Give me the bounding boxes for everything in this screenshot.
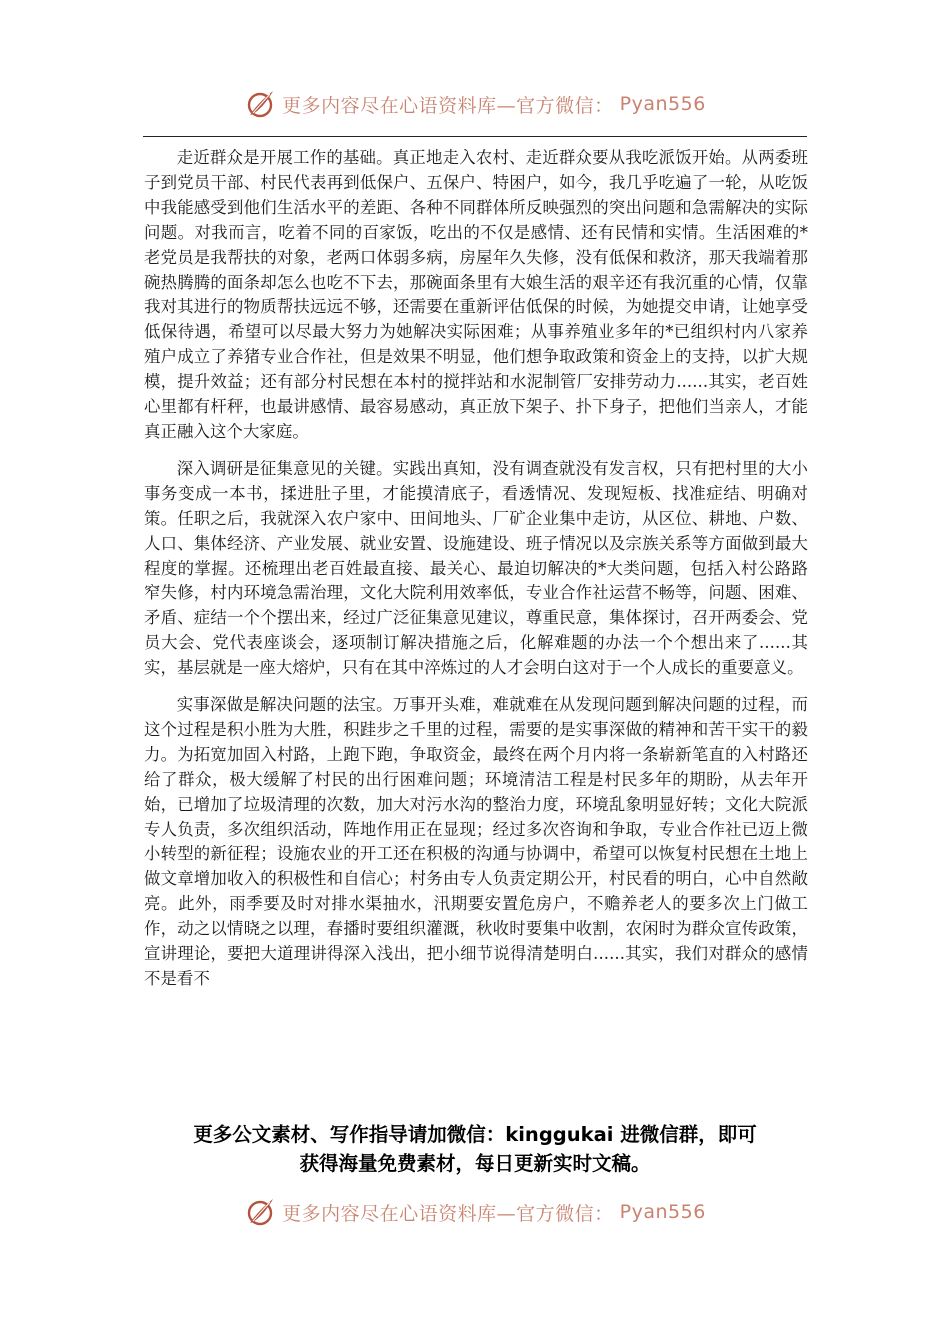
watermark-wechat-id: Pyan556 — [619, 1201, 706, 1223]
promo-banner — [150, 1120, 800, 1178]
paragraph: 实事深做是解决问题的法宝。万事开头难，难就难在从发现问题到解决问题的过程，而这个过程是积小胜为大胜，积跬步之千里的过程，需要的是实事深做的精神和苦干实干的毅力。为拓宽加固入村路，上跑下跑，争取资金，最终在两个月内将一条崭新笔直的入村路还给了群众，极大缓解了村民的出行困难问题；环境清洁工程是村民多年的期盼，从去年开始，已增加了垃圾清理的次数，加大对污水沟的整治力度，环境乱象明显好转；文化大院派专人负责，多次组织活动，阵地作用正在显现；经过多次咨询和争取，专业合作社已迈上微小转型的新征程；设施农业的开工还在积极的沟通与协调中，希望可以恢复村民想在土地上做文章增加收入的积极性和自信心；村务由专人负责定期公开，村民看的明白，心中自然敞亮。此外，雨季要及时对排水渠抽水，汛期要安置危房户，不赡养老人的要多次上门做工作，动之以情晓之以理，春播时要组织灌溉，秋收时要集中收割，农闲时为群众宣传政策，宣讲理论，要把大道理讲得深入浅出，把小细节说得清楚明白......其实，我们对群众的感情不是看不 — [144, 695, 808, 988]
paragraph: 深入调研是征集意见的关键。实践出真知，没有调查就没有发言权，只有把村里的大小事务变成一本书，揉进肚子里，才能摸清底子，看透情况、发现短板、找准症结、明确对策。任职之后，我就深入农户家中、田间地头、厂矿企业集中走访，从区位、耕地、户数、人口、集体经济、产业发展、就业安置、设施建设、班子情况以及宗族关系等方面做到最大程度的掌握。还梳理出老百姓最直接、最关心、最迫切解决的*大类问题，包括入村公路路窄失修，村内环境急需治理，文化大院利用效率低，专业合作社运营不畅等，问题、困难、矛盾、症结一个个摆出来，经过广泛征集意见建议，尊重民意，集体探讨，召开两委会、党员大会、党代表座谈会，逐项制订解决措施之后，化解难题的办法一个个想出来了......其实，基层就是一座大熔炉，只有在其中淬炼过的人才会明白这对于一个人成长的重要意义。 — [144, 458, 808, 678]
footer-watermark — [0, 1192, 950, 1232]
watermark-brand-text: 更多内容尽在心语资料库—官方微信： — [282, 94, 614, 117]
header-watermark — [0, 84, 950, 124]
feather-pen-icon — [244, 88, 276, 120]
document-body — [144, 146, 808, 988]
promo-line: 获得海量免费素材，每日更新实时文稿。 — [299, 1152, 651, 1175]
feather-pen-icon — [244, 1196, 276, 1228]
promo-line: 更多公文素材、写作指导请加微信：kinggukai 进微信群，即可 — [193, 1123, 757, 1146]
paragraph: 走近群众是开展工作的基础。真正地走入农村、走近群众要从我吃派饭开始。从两委班子到党员干部、村民代表再到低保户、五保户、特困户，如今，我几乎吃遍了一轮，从吃饭中我能感受到他们生活水平的差距、各种不同群体所反映强烈的突出问题和急需解决的实际问题。对我而言，吃着不同的百家饭，吃出的不仅是感情、还有民情和实情。生活困难的*老党员是我帮扶的对象，老两口体弱多病，房屋年久失修，没有低保和救济，那天我端着那碗热腾腾的面条却怎么也吃不下去，那碗面条里有大娘生活的艰辛还有我沉重的心情，仅靠我对其进行的物质帮扶远远不够，还需要在重新评估低保的时候，为她提交申请，让她享受低保待遇，希望可以尽最大努力为她解决实际困难；从事养殖业多年的*已组织村内八家养殖户成立了养猪专业合作社，但是效果不明显，他们想争取政策和资金上的支持，以扩大规模，提升效益；还有部分村民想在本村的搅拌站和水泥制管厂安排劳动力......其实，老百姓心里都有杆秤，也最讲感情、最容易感动，真正放下架子、扑下身子，把他们当亲人，才能真正融入这个大家庭。 — [144, 148, 808, 441]
watermark-brand-text: 更多内容尽在心语资料库—官方微信： — [282, 1202, 614, 1225]
watermark-wechat-id: Pyan556 — [619, 93, 706, 115]
header-divider — [143, 136, 807, 137]
